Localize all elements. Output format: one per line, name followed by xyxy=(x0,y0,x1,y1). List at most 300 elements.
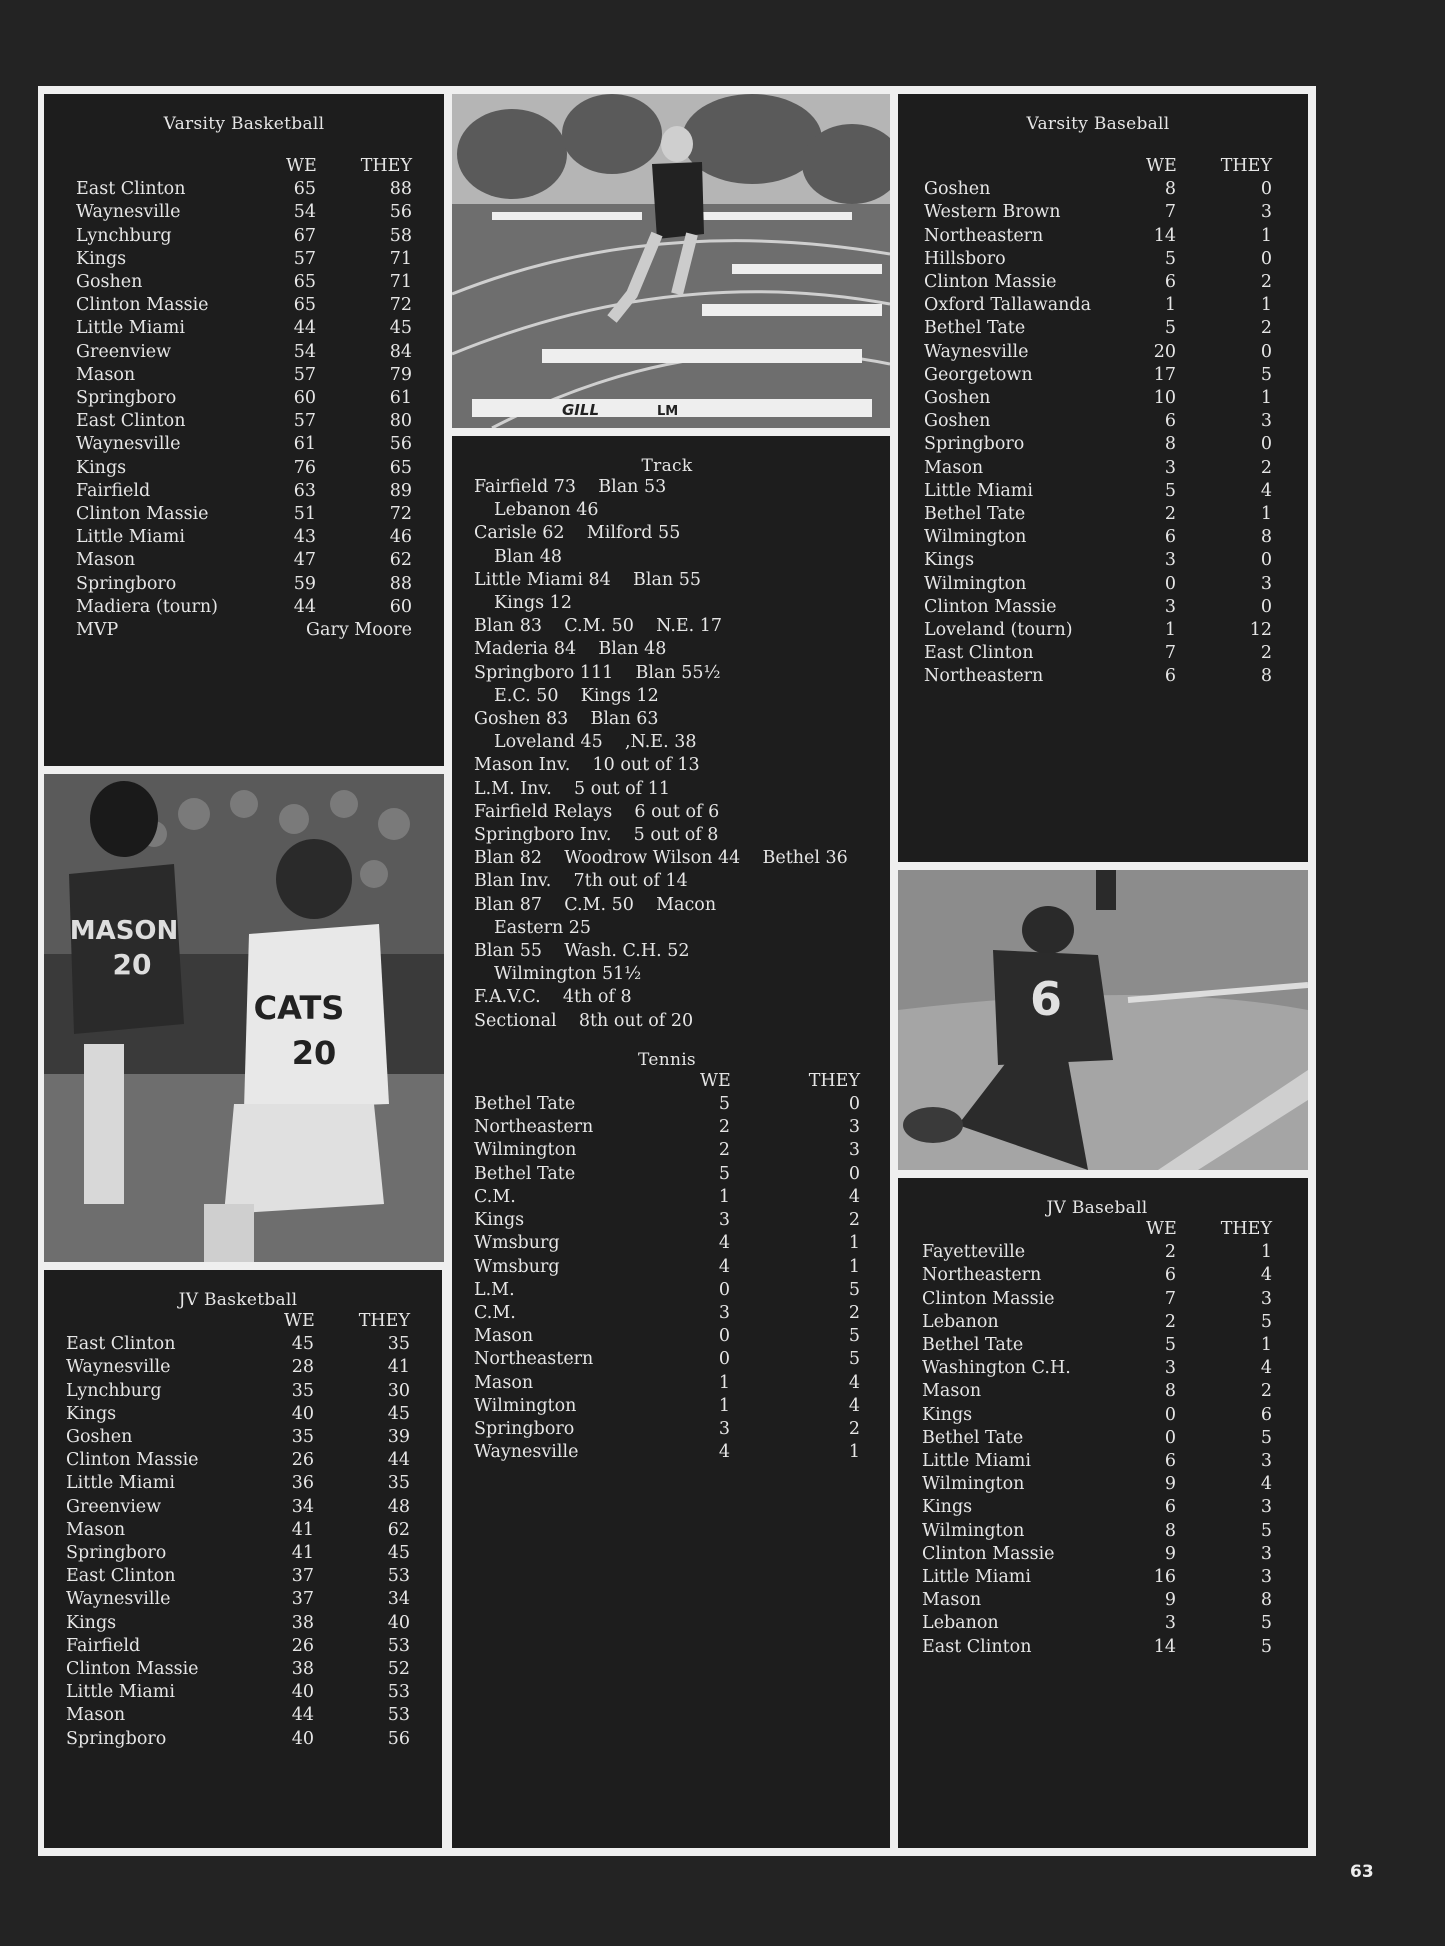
jv-baseball-rows xyxy=(922,1241,1272,1659)
table-row xyxy=(924,364,1272,387)
they-header: THEY xyxy=(1220,1219,1272,1239)
cats-jersey-number: 20 xyxy=(291,1034,337,1072)
we-score: 9 xyxy=(1164,1474,1176,1495)
table-row xyxy=(924,526,1272,549)
we-score: 0 xyxy=(1164,1404,1176,1425)
we-score: 2 xyxy=(718,1140,730,1161)
table-row xyxy=(922,1473,1272,1496)
track-result-line: Fairfield 73 Blan 53 xyxy=(474,477,667,497)
table-row xyxy=(66,1333,410,1356)
mvp-name: Gary Moore xyxy=(306,620,412,641)
table-row xyxy=(76,433,412,456)
team-name: Goshen xyxy=(66,1427,133,1448)
they-score: 52 xyxy=(387,1659,410,1680)
we-score: 44 xyxy=(293,318,316,339)
table-row xyxy=(76,526,412,549)
tennis-title: Tennis xyxy=(638,1049,696,1070)
we-score: 6 xyxy=(1164,411,1176,432)
table-row xyxy=(66,1612,410,1635)
jv-baseball-title: JV Baseball xyxy=(1046,1198,1148,1218)
they-score: 5 xyxy=(1260,1311,1272,1332)
team-name: Northeastern xyxy=(474,1349,594,1370)
they-score: 48 xyxy=(387,1496,410,1517)
we-score: 44 xyxy=(293,596,316,617)
team-name: Loveland (tourn) xyxy=(924,620,1073,641)
track-result-line: Eastern 25 xyxy=(494,917,592,938)
table-row xyxy=(924,410,1272,433)
table-row xyxy=(76,341,412,364)
they-score: 5 xyxy=(848,1349,860,1370)
we-score: 35 xyxy=(291,1427,314,1448)
table-row xyxy=(66,1565,410,1588)
team-name: Northeastern xyxy=(474,1117,594,1138)
they-score: 1 xyxy=(848,1256,860,1277)
track-result-line: Springboro Inv. 5 out of 8 xyxy=(474,825,719,846)
they-score: 79 xyxy=(389,364,412,385)
they-score: 0 xyxy=(1260,341,1272,362)
table-row xyxy=(66,1588,410,1611)
they-score: 45 xyxy=(389,318,412,339)
team-name: Little Miami xyxy=(66,1473,175,1494)
we-score: 3 xyxy=(1164,550,1176,571)
they-score: 0 xyxy=(1260,550,1272,571)
hurdles-photo xyxy=(452,94,890,428)
we-score: 3 xyxy=(1164,1358,1176,1379)
table-row xyxy=(922,1450,1272,1473)
team-name: Little Miami xyxy=(924,480,1033,501)
we-score: 1 xyxy=(718,1186,730,1207)
we-score: 37 xyxy=(291,1566,314,1587)
table-row xyxy=(66,1356,410,1379)
team-name: Little Miami xyxy=(922,1451,1031,1472)
we-score: 5 xyxy=(1164,248,1176,269)
team-name: Lebanon xyxy=(922,1613,999,1634)
table-row xyxy=(924,480,1272,503)
team-name: Little Miami xyxy=(76,527,185,548)
track-result-line: Blan Inv. 7th out of 14 xyxy=(474,871,688,892)
they-score: 1 xyxy=(1260,225,1272,246)
we-score: 6 xyxy=(1164,272,1176,293)
we-header: WE xyxy=(286,156,317,176)
table-row xyxy=(922,1241,1272,1264)
they-score: 40 xyxy=(387,1612,410,1633)
we-score: 1 xyxy=(718,1372,730,1393)
we-score: 65 xyxy=(293,272,316,293)
team-name: Mason xyxy=(924,457,984,478)
table-row xyxy=(922,1404,1272,1427)
we-score: 59 xyxy=(293,573,316,594)
varsity-basketball-rows xyxy=(76,178,412,619)
table-row xyxy=(66,1635,410,1658)
we-score: 10 xyxy=(1153,388,1176,409)
team-name: Madiera (tourn) xyxy=(76,596,218,617)
track-result-line: Lebanon 46 xyxy=(494,500,599,521)
team-name: Waynesville xyxy=(76,202,181,223)
they-score: 4 xyxy=(1260,1265,1272,1286)
we-score: 1 xyxy=(718,1395,730,1416)
we-score: 44 xyxy=(291,1705,314,1726)
we-score: 45 xyxy=(291,1334,314,1355)
they-score: 71 xyxy=(389,272,412,293)
team-name: Bethel Tate xyxy=(922,1335,1024,1356)
table-row xyxy=(76,573,412,596)
they-score: 72 xyxy=(389,295,412,316)
we-score: 6 xyxy=(1164,1265,1176,1286)
table-row xyxy=(924,317,1272,340)
table-row xyxy=(76,248,412,271)
we-score: 41 xyxy=(291,1519,314,1540)
table-row xyxy=(924,573,1272,596)
they-score: 53 xyxy=(387,1682,410,1703)
team-name: Northeastern xyxy=(922,1265,1042,1286)
table-row xyxy=(76,364,412,387)
they-header: THEY xyxy=(358,1311,410,1331)
varsity-baseball-panel xyxy=(898,94,1308,862)
we-score: 2 xyxy=(718,1117,730,1138)
tennis-rows xyxy=(474,1093,860,1464)
we-score: 5 xyxy=(1164,480,1176,501)
jv-baseball-panel xyxy=(898,1178,1308,1848)
we-score: 9 xyxy=(1164,1590,1176,1611)
jv-basketball-title: JV Basketball xyxy=(178,1290,298,1310)
team-name: Hillsboro xyxy=(924,248,1006,269)
they-score: 0 xyxy=(1260,434,1272,455)
they-score: 0 xyxy=(1260,248,1272,269)
table-row xyxy=(922,1520,1272,1543)
we-score: 20 xyxy=(1153,341,1176,362)
track-results xyxy=(474,476,860,1033)
table-row xyxy=(76,225,412,248)
team-name: C.M. xyxy=(474,1302,516,1323)
we-score: 6 xyxy=(1164,1497,1176,1518)
we-score: 63 xyxy=(293,480,316,501)
they-score: 6 xyxy=(1260,1404,1272,1425)
table-row xyxy=(66,1704,410,1727)
we-score: 4 xyxy=(718,1256,730,1277)
table-row xyxy=(66,1496,410,1519)
we-score: 35 xyxy=(291,1380,314,1401)
track-result-line: Goshen 83 Blan 63 xyxy=(474,709,659,730)
team-name: Kings xyxy=(76,457,127,478)
we-score: 7 xyxy=(1164,202,1176,223)
team-name: Wmsburg xyxy=(474,1256,560,1277)
table-row xyxy=(922,1357,1272,1380)
team-name: Waynesville xyxy=(924,341,1029,362)
team-name: Little Miami xyxy=(922,1567,1031,1588)
mvp-row xyxy=(76,619,412,642)
team-name: Waynesville xyxy=(474,1442,579,1463)
they-score: 30 xyxy=(387,1380,410,1401)
team-name: Waynesville xyxy=(66,1589,171,1610)
they-score: 4 xyxy=(848,1186,860,1207)
table-row xyxy=(924,503,1272,526)
hurdle-gill-label: GILL xyxy=(562,401,600,419)
we-score: 0 xyxy=(1164,1427,1176,1448)
team-name: Waynesville xyxy=(76,434,181,455)
table-row xyxy=(924,341,1272,364)
table-row xyxy=(76,549,412,572)
team-name: Springboro xyxy=(474,1418,575,1439)
we-score: 4 xyxy=(718,1442,730,1463)
they-score: 45 xyxy=(387,1403,410,1424)
table-row xyxy=(66,1658,410,1681)
team-name: Wmsburg xyxy=(474,1233,560,1254)
we-score: 8 xyxy=(1164,179,1176,200)
team-name: Georgetown xyxy=(924,364,1033,385)
they-score: 3 xyxy=(1260,202,1272,223)
mvp-label: MVP xyxy=(76,620,119,641)
they-score: 53 xyxy=(387,1635,410,1656)
table-row xyxy=(66,1728,410,1751)
they-score: 3 xyxy=(1260,573,1272,594)
team-name: Kings xyxy=(924,550,975,571)
they-header: THEY xyxy=(808,1070,860,1091)
cats-jersey-text: CATS xyxy=(253,989,345,1027)
they-score: 1 xyxy=(1260,1242,1272,1263)
we-score: 28 xyxy=(291,1357,314,1378)
team-name: Mason xyxy=(474,1372,534,1393)
table-header xyxy=(76,155,412,178)
track-result-line: Fairfield Relays 6 out of 6 xyxy=(474,801,720,822)
table-row xyxy=(922,1612,1272,1635)
they-score: 5 xyxy=(1260,1636,1272,1657)
team-name: East Clinton xyxy=(76,411,186,432)
track-result-line: Blan 48 xyxy=(494,546,562,567)
table-row xyxy=(76,294,412,317)
baseball-jersey-number: 6 xyxy=(1029,972,1063,1026)
they-score: 39 xyxy=(387,1427,410,1448)
team-name: Wilmington xyxy=(474,1395,577,1416)
varsity-basketball-panel xyxy=(44,94,444,766)
we-score: 40 xyxy=(291,1403,314,1424)
table-row xyxy=(922,1496,1272,1519)
we-score: 36 xyxy=(291,1473,314,1494)
team-name: Springboro xyxy=(76,573,177,594)
we-score: 37 xyxy=(291,1589,314,1610)
table-row xyxy=(474,1302,860,1325)
table-header xyxy=(474,1070,860,1093)
team-name: Mason xyxy=(474,1326,534,1347)
we-score: 8 xyxy=(1164,1381,1176,1402)
they-score: 8 xyxy=(1260,527,1272,548)
team-name: Greenview xyxy=(66,1496,162,1517)
table-header xyxy=(66,1310,410,1333)
table-row xyxy=(922,1334,1272,1357)
track-result-line: L.M. Inv. 5 out of 11 xyxy=(474,778,670,799)
we-score: 8 xyxy=(1164,1520,1176,1541)
we-score: 65 xyxy=(293,179,316,200)
team-name: Waynesville xyxy=(66,1357,171,1378)
table-row xyxy=(76,480,412,503)
they-score: 2 xyxy=(1260,318,1272,339)
we-score: 26 xyxy=(291,1635,314,1656)
they-score: 45 xyxy=(387,1543,410,1564)
table-row xyxy=(474,1209,860,1232)
team-name: Fayetteville xyxy=(922,1242,1026,1263)
we-score: 61 xyxy=(293,434,316,455)
table-row xyxy=(922,1288,1272,1311)
table-row xyxy=(76,201,412,224)
team-name: Little Miami xyxy=(76,318,185,339)
they-score: 84 xyxy=(389,341,412,362)
track-result-line: Carisle 62 Milford 55 xyxy=(474,523,681,544)
we-score: 16 xyxy=(1153,1567,1176,1588)
they-score: 2 xyxy=(1260,643,1272,664)
track-result-line: Little Miami 84 Blan 55 xyxy=(474,569,702,590)
table-row xyxy=(66,1380,410,1403)
we-score: 6 xyxy=(1164,1451,1176,1472)
table-row xyxy=(924,387,1272,410)
they-score: 53 xyxy=(387,1566,410,1587)
team-name: Springboro xyxy=(76,388,177,409)
we-score: 57 xyxy=(293,364,316,385)
they-score: 2 xyxy=(1260,457,1272,478)
track-result-line: Maderia 84 Blan 48 xyxy=(474,639,667,660)
team-name: Clinton Massie xyxy=(922,1543,1055,1564)
we-score: 5 xyxy=(718,1094,730,1115)
we-score: 4 xyxy=(718,1233,730,1254)
table-row xyxy=(922,1380,1272,1403)
they-score: 1 xyxy=(1260,388,1272,409)
table-row xyxy=(474,1116,860,1139)
jv-basketball-rows xyxy=(66,1333,410,1751)
they-score: 60 xyxy=(389,596,412,617)
we-score: 17 xyxy=(1153,364,1176,385)
team-name: Clinton Massie xyxy=(922,1288,1055,1309)
basketball-photo xyxy=(44,774,444,1262)
table-row xyxy=(66,1542,410,1565)
table-row xyxy=(76,317,412,340)
varsity-baseball-rows xyxy=(924,178,1272,688)
mason-jersey-number: 20 xyxy=(112,948,152,981)
they-score: 35 xyxy=(387,1334,410,1355)
they-score: 72 xyxy=(389,504,412,525)
they-score: 44 xyxy=(387,1450,410,1471)
they-score: 5 xyxy=(1260,1520,1272,1541)
we-score: 3 xyxy=(1164,596,1176,617)
they-score: 3 xyxy=(1260,1497,1272,1518)
they-score: 1 xyxy=(1260,295,1272,316)
team-name: Mason xyxy=(66,1519,126,1540)
we-score: 0 xyxy=(1164,573,1176,594)
they-score: 0 xyxy=(1260,596,1272,617)
team-name: Bethel Tate xyxy=(924,318,1026,339)
they-score: 3 xyxy=(1260,1288,1272,1309)
we-header: WE xyxy=(700,1070,731,1091)
they-score: 3 xyxy=(1260,1567,1272,1588)
we-score: 40 xyxy=(291,1682,314,1703)
we-score: 38 xyxy=(291,1659,314,1680)
we-score: 57 xyxy=(293,248,316,269)
table-row xyxy=(474,1395,860,1418)
table-row xyxy=(924,433,1272,456)
we-score: 5 xyxy=(718,1163,730,1184)
team-name: Mason xyxy=(922,1590,982,1611)
we-score: 57 xyxy=(293,411,316,432)
we-score: 2 xyxy=(1164,504,1176,525)
we-score: 40 xyxy=(291,1728,314,1749)
team-name: Kings xyxy=(922,1404,973,1425)
we-header: WE xyxy=(1146,1219,1177,1239)
team-name: Bethel Tate xyxy=(922,1427,1024,1448)
table-header xyxy=(924,155,1272,178)
they-score: 5 xyxy=(1260,1427,1272,1448)
we-score: 76 xyxy=(293,457,316,478)
they-score: 4 xyxy=(1260,1474,1272,1495)
track-result-line: Blan 82 Woodrow Wilson 44 Bethel 36 xyxy=(474,848,848,869)
we-score: 51 xyxy=(293,504,316,525)
they-score: 5 xyxy=(1260,1613,1272,1634)
hurdle-lm-label: LM xyxy=(657,404,679,419)
team-name: Clinton Massie xyxy=(66,1659,199,1680)
we-score: 38 xyxy=(291,1612,314,1633)
team-name: Goshen xyxy=(924,388,991,409)
varsity-basketball-title: Varsity Basketball xyxy=(163,114,325,134)
track-result-line: Wilmington 51½ xyxy=(494,964,642,985)
track-result-line: Loveland 45 ,N.E. 38 xyxy=(494,732,697,753)
team-name: Wilmington xyxy=(922,1520,1025,1541)
track-result-line: Mason Inv. 10 out of 13 xyxy=(474,755,700,776)
we-score: 2 xyxy=(1164,1311,1176,1332)
we-score: 43 xyxy=(293,527,316,548)
they-score: 56 xyxy=(389,202,412,223)
they-score: 0 xyxy=(848,1094,860,1115)
they-score: 3 xyxy=(848,1117,860,1138)
they-score: 5 xyxy=(848,1279,860,1300)
they-score: 71 xyxy=(389,248,412,269)
they-header: THEY xyxy=(360,156,412,176)
we-score: 41 xyxy=(291,1543,314,1564)
team-name: Bethel Tate xyxy=(474,1163,576,1184)
table-row xyxy=(474,1232,860,1255)
team-name: Kings xyxy=(66,1403,117,1424)
table-row xyxy=(922,1636,1272,1659)
we-score: 47 xyxy=(293,550,316,571)
team-name: Lebanon xyxy=(922,1311,999,1332)
they-score: 80 xyxy=(389,411,412,432)
team-name: Wilmington xyxy=(474,1140,577,1161)
team-name: Western Brown xyxy=(924,202,1061,223)
we-header: WE xyxy=(284,1311,315,1331)
team-name: Springboro xyxy=(66,1728,167,1749)
we-score: 67 xyxy=(293,225,316,246)
team-name: Mason xyxy=(922,1381,982,1402)
we-score: 9 xyxy=(1164,1543,1176,1564)
table-row xyxy=(924,619,1272,642)
they-score: 4 xyxy=(848,1372,860,1393)
table-row xyxy=(76,503,412,526)
they-score: 62 xyxy=(387,1519,410,1540)
table-row xyxy=(66,1449,410,1472)
table-row xyxy=(66,1403,410,1426)
table-row xyxy=(474,1163,860,1186)
they-score: 8 xyxy=(1260,1590,1272,1611)
table-row xyxy=(924,248,1272,271)
they-score: 65 xyxy=(389,457,412,478)
we-score: 3 xyxy=(1164,457,1176,478)
track-result-line: Blan 83 C.M. 50 N.E. 17 xyxy=(474,616,723,637)
team-name: Wilmington xyxy=(922,1474,1025,1495)
track-result-line: E.C. 50 Kings 12 xyxy=(494,685,659,706)
jv-basketball-panel xyxy=(44,1270,442,1848)
team-name: Fairfield xyxy=(76,480,151,501)
they-score: 88 xyxy=(389,179,412,200)
we-score: 3 xyxy=(1164,1613,1176,1634)
table-row xyxy=(922,1589,1272,1612)
team-name: East Clinton xyxy=(922,1636,1032,1657)
they-score: 62 xyxy=(389,550,412,571)
track-result-line: Blan 55 Wash. C.H. 52 xyxy=(474,941,690,962)
